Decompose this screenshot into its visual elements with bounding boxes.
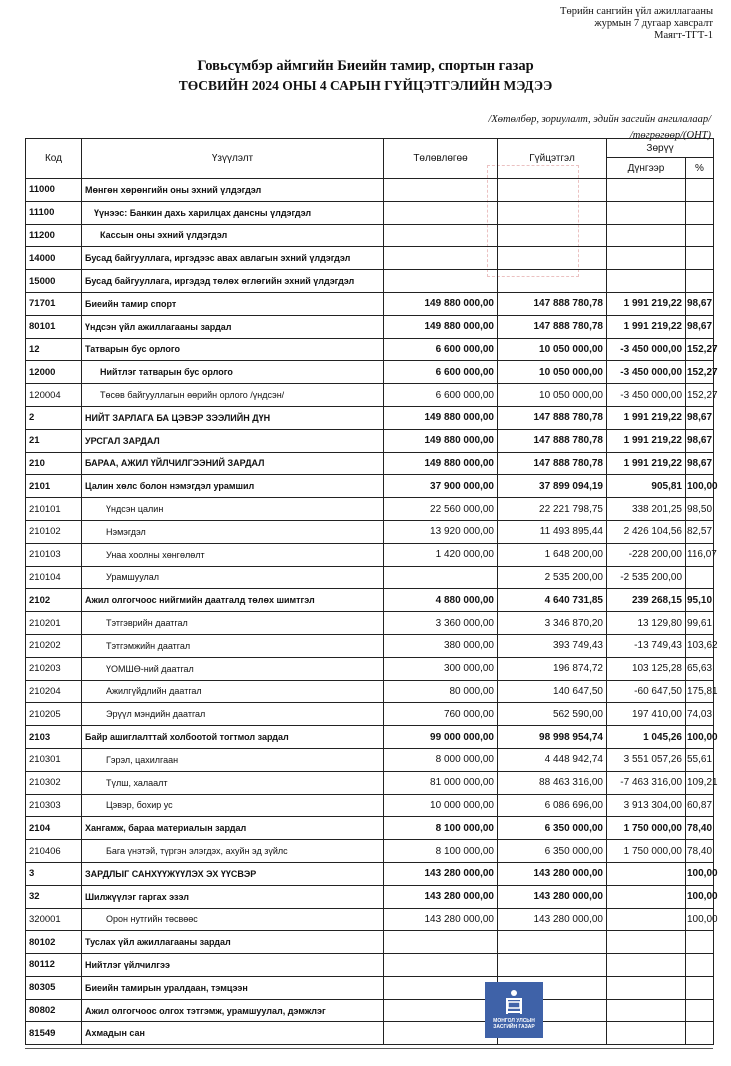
row-difference-percent: 78,40: [686, 840, 714, 863]
row-difference-amount: [607, 931, 686, 954]
row-code: 14000: [26, 247, 82, 270]
row-actual: 6 086 696,00: [498, 794, 607, 817]
row-difference-percent: 78,40: [686, 817, 714, 840]
row-difference-amount: 1 045,26: [607, 726, 686, 749]
row-actual: 143 280 000,00: [498, 885, 607, 908]
row-actual: 4 448 942,74: [498, 748, 607, 771]
row-difference-percent: [686, 999, 714, 1022]
row-plan: [384, 954, 498, 977]
row-difference-percent: 152,27: [686, 361, 714, 384]
row-plan: 1 420 000,00: [384, 543, 498, 566]
table-row: [26, 452, 714, 475]
row-plan: [384, 224, 498, 247]
row-difference-percent: 98,67: [686, 315, 714, 338]
row-code: 80305: [26, 976, 82, 999]
row-actual: 4 640 731,85: [498, 589, 607, 612]
row-difference-percent: 100,00: [686, 908, 714, 931]
row-actual: 6 350 000,00: [498, 817, 607, 840]
row-actual: 98 998 954,74: [498, 726, 607, 749]
table-row: [26, 794, 714, 817]
row-difference-amount: 3 551 057,26: [607, 748, 686, 771]
table-row: [26, 498, 714, 521]
row-item-name: Нэмэгдэл: [82, 520, 384, 543]
table-row: [26, 224, 714, 247]
row-item-name: Төсөв байгууллагын өөрийн орлого /үндсэн/: [82, 384, 384, 407]
row-item-name: Орон нутгийн төсвөөс: [82, 908, 384, 931]
row-code: 2103: [26, 726, 82, 749]
row-code: 210201: [26, 612, 82, 635]
row-difference-percent: 74,03: [686, 703, 714, 726]
row-difference-percent: 95,10: [686, 589, 714, 612]
row-difference-amount: [607, 954, 686, 977]
table-row: [26, 1022, 714, 1045]
row-difference-percent: [686, 566, 714, 589]
row-actual: 393 749,43: [498, 634, 607, 657]
table-row: [26, 475, 714, 498]
row-code: 210104: [26, 566, 82, 589]
row-plan: 149 880 000,00: [384, 406, 498, 429]
row-code: 210203: [26, 657, 82, 680]
row-difference-amount: [607, 885, 686, 908]
row-difference-amount: 1 991 219,22: [607, 315, 686, 338]
row-item-name: ҮОМШӨ-ний даатгал: [82, 657, 384, 680]
row-code: 210301: [26, 748, 82, 771]
row-actual: 143 280 000,00: [498, 908, 607, 931]
row-difference-amount: 338 201,25: [607, 498, 686, 521]
row-difference-amount: 239 268,15: [607, 589, 686, 612]
row-code: 210202: [26, 634, 82, 657]
row-difference-amount: [607, 1022, 686, 1045]
row-plan: 8 100 000,00: [384, 817, 498, 840]
row-code: 320001: [26, 908, 82, 931]
row-plan: [384, 1022, 498, 1045]
table-row: [26, 680, 714, 703]
row-actual: [498, 931, 607, 954]
row-code: 80101: [26, 315, 82, 338]
table-row: [26, 976, 714, 999]
row-item-name: Бусад байгууллага, иргэдэд төлөх өглөгийн эхний үлдэгдэл: [82, 270, 384, 293]
row-code: 32: [26, 885, 82, 908]
row-code: 12000: [26, 361, 82, 384]
row-code: 2101: [26, 475, 82, 498]
row-difference-amount: 1 991 219,22: [607, 292, 686, 315]
row-difference-amount: [607, 179, 686, 202]
row-item-name: Кассын оны эхний үлдэгдэл: [82, 224, 384, 247]
row-difference-amount: 1 750 000,00: [607, 840, 686, 863]
row-actual: 147 888 780,78: [498, 429, 607, 452]
row-item-name: Эрүүл мэндийн даатгал: [82, 703, 384, 726]
table-row: [26, 270, 714, 293]
row-actual: [498, 247, 607, 270]
row-actual: 147 888 780,78: [498, 315, 607, 338]
row-difference-percent: [686, 1022, 714, 1045]
row-item-name: Үндсэн үйл ажиллагааны зардал: [82, 315, 384, 338]
row-plan: 81 000 000,00: [384, 771, 498, 794]
row-actual: [498, 954, 607, 977]
row-actual: 10 050 000,00: [498, 384, 607, 407]
classification-note: /Хөтөлбөр, зориулалт, эдийн засгийн ангилалаар/: [488, 114, 711, 125]
row-difference-percent: 60,87: [686, 794, 714, 817]
row-item-name: Урамшуулал: [82, 566, 384, 589]
table-row: [26, 999, 714, 1022]
row-difference-percent: 98,67: [686, 429, 714, 452]
row-difference-percent: 175,81: [686, 680, 714, 703]
row-difference-amount: 1 750 000,00: [607, 817, 686, 840]
row-actual: [498, 270, 607, 293]
row-plan: 149 880 000,00: [384, 292, 498, 315]
row-item-name: Ахмадын сан: [82, 1022, 384, 1045]
row-plan: 37 900 000,00: [384, 475, 498, 498]
row-item-name: Түлш, халаалт: [82, 771, 384, 794]
row-code: 80802: [26, 999, 82, 1022]
row-actual: 6 350 000,00: [498, 840, 607, 863]
table-row: [26, 612, 714, 635]
row-plan: [384, 179, 498, 202]
row-item-name: Биеийн тамир спорт: [82, 292, 384, 315]
row-item-name: Нийтлэг татварын бус орлого: [82, 361, 384, 384]
row-code: 80112: [26, 954, 82, 977]
row-actual: [498, 224, 607, 247]
row-code: 71701: [26, 292, 82, 315]
row-code: 210204: [26, 680, 82, 703]
row-difference-amount: -2 535 200,00: [607, 566, 686, 589]
table-row: [26, 406, 714, 429]
row-plan: 149 880 000,00: [384, 452, 498, 475]
row-code: 210205: [26, 703, 82, 726]
row-actual: 37 899 094,19: [498, 475, 607, 498]
row-difference-percent: 65,63: [686, 657, 714, 680]
row-item-name: Ажилгүйдлийн даатгал: [82, 680, 384, 703]
row-item-name: Цэвэр, бохир ус: [82, 794, 384, 817]
row-actual: 562 590,00: [498, 703, 607, 726]
row-difference-percent: 100,00: [686, 475, 714, 498]
row-difference-amount: -7 463 316,00: [607, 771, 686, 794]
document-subtitle: ТӨСВИЙН 2024 ОНЫ 4 САРЫН ГҮЙЦЭТГЭЛИЙН МЭДЭЭ: [178, 78, 553, 93]
row-plan: 13 920 000,00: [384, 520, 498, 543]
table-row: [26, 179, 714, 202]
row-item-name: НИЙТ ЗАРЛАГА БА ЦЭВЭР ЗЭЭЛИЙН ДҮН: [82, 406, 384, 429]
table-row: [26, 315, 714, 338]
row-item-name: Туслах үйл ажиллагааны зардал: [82, 931, 384, 954]
table-row: [26, 201, 714, 224]
row-difference-percent: [686, 270, 714, 293]
row-item-name: Татварын бус орлого: [82, 338, 384, 361]
table-row: [26, 520, 714, 543]
table-row: [26, 771, 714, 794]
table-row: [26, 703, 714, 726]
row-code: 12: [26, 338, 82, 361]
table-row: [26, 657, 714, 680]
row-actual: 147 888 780,78: [498, 292, 607, 315]
row-difference-amount: [607, 201, 686, 224]
header-item: Үзүүлэлт: [82, 139, 384, 179]
row-actual: 196 874,72: [498, 657, 607, 680]
header-actual: Гүйцэтгэл: [498, 139, 607, 179]
row-actual: 143 280 000,00: [498, 862, 607, 885]
row-item-name: Цалин хөлс болон нэмэгдэл урамшил: [82, 475, 384, 498]
table-row: [26, 543, 714, 566]
row-difference-percent: [686, 224, 714, 247]
table-row: [26, 726, 714, 749]
row-plan: 380 000,00: [384, 634, 498, 657]
header-difference-amount: Дүнгээр: [607, 158, 686, 179]
row-difference-amount: [607, 224, 686, 247]
table-row: [26, 931, 714, 954]
table-row: [26, 384, 714, 407]
table-row: [26, 817, 714, 840]
row-actual: [498, 201, 607, 224]
row-plan: 143 280 000,00: [384, 862, 498, 885]
row-code: 3: [26, 862, 82, 885]
row-difference-percent: 99,61: [686, 612, 714, 635]
row-plan: 6 600 000,00: [384, 384, 498, 407]
row-plan: 149 880 000,00: [384, 315, 498, 338]
row-difference-amount: [607, 862, 686, 885]
row-item-name: Унаа хоолны хөнгөлөлт: [82, 543, 384, 566]
row-difference-percent: [686, 931, 714, 954]
form-reference-line: журмын 7 дугаар хавсралт: [594, 18, 713, 29]
row-code: 15000: [26, 270, 82, 293]
row-difference-amount: 3 913 304,00: [607, 794, 686, 817]
row-plan: 22 560 000,00: [384, 498, 498, 521]
row-actual: 2 535 200,00: [498, 566, 607, 589]
row-item-name: Нийтлэг үйлчилгээ: [82, 954, 384, 977]
row-plan: 149 880 000,00: [384, 429, 498, 452]
row-plan: [384, 999, 498, 1022]
row-code: 210101: [26, 498, 82, 521]
stamp-text: МОНГОЛ УЛСЫН ЗАСГИЙН ГАЗАР: [493, 1018, 535, 1030]
row-item-name: Бага үнэтэй, түргэн элэгдэх, ахуйн эд зүйлс: [82, 840, 384, 863]
row-plan: [384, 931, 498, 954]
row-difference-percent: 98,67: [686, 452, 714, 475]
soyombo-emblem-icon: [502, 988, 526, 1016]
row-item-name: Шилжүүлэг гаргах эзэл: [82, 885, 384, 908]
form-reference-line: Төрийн сангийн үйл ажиллагааны: [560, 6, 713, 17]
table-row: [26, 338, 714, 361]
row-difference-amount: 1 991 219,22: [607, 406, 686, 429]
row-code: 81549: [26, 1022, 82, 1045]
row-item-name: Биеийн тамирын уралдаан, тэмцээн: [82, 976, 384, 999]
row-actual: 147 888 780,78: [498, 406, 607, 429]
row-item-name: ЗАРДЛЫГ САНХҮҮЖҮҮЛЭХ ЭХ ҮҮСВЭР: [82, 862, 384, 885]
row-plan: 143 280 000,00: [384, 908, 498, 931]
header-difference-percent: %: [686, 158, 714, 179]
row-plan: 10 000 000,00: [384, 794, 498, 817]
row-actual: 88 463 316,00: [498, 771, 607, 794]
row-actual: 140 647,50: [498, 680, 607, 703]
table-row: [26, 954, 714, 977]
row-difference-amount: 1 991 219,22: [607, 429, 686, 452]
row-plan: 3 360 000,00: [384, 612, 498, 635]
table-row: [26, 908, 714, 931]
row-difference-amount: [607, 270, 686, 293]
row-code: 2: [26, 406, 82, 429]
row-difference-percent: 100,00: [686, 885, 714, 908]
row-item-name: Хангамж, бараа материалын зардал: [82, 817, 384, 840]
row-actual: [498, 179, 607, 202]
row-difference-percent: 103,62: [686, 634, 714, 657]
row-item-name: Үүнээс: Банкин дахь харилцах дансны үлдэгдэл: [82, 201, 384, 224]
row-difference-amount: -228 200,00: [607, 543, 686, 566]
row-actual: 10 050 000,00: [498, 338, 607, 361]
table-row: [26, 247, 714, 270]
table-row: [26, 634, 714, 657]
row-difference-percent: [686, 179, 714, 202]
table-row: [26, 862, 714, 885]
row-item-name: Тэтгэмжийн даатгал: [82, 634, 384, 657]
row-difference-percent: [686, 976, 714, 999]
row-difference-percent: 109,21: [686, 771, 714, 794]
row-actual: 1 648 200,00: [498, 543, 607, 566]
row-code: 21: [26, 429, 82, 452]
row-code: 210406: [26, 840, 82, 863]
table-row: [26, 748, 714, 771]
table-row: [26, 292, 714, 315]
row-difference-percent: [686, 201, 714, 224]
row-code: 2102: [26, 589, 82, 612]
row-plan: [384, 270, 498, 293]
row-actual: 11 493 895,44: [498, 520, 607, 543]
row-difference-amount: [607, 976, 686, 999]
row-difference-amount: 13 129,80: [607, 612, 686, 635]
row-difference-amount: 103 125,28: [607, 657, 686, 680]
row-difference-amount: 905,81: [607, 475, 686, 498]
row-difference-percent: 55,61: [686, 748, 714, 771]
row-item-name: Тэтгэврийн даатгал: [82, 612, 384, 635]
row-code: 210102: [26, 520, 82, 543]
document-title: Говьсүмбэр аймгийн Биеийн тамир, спортын газар: [197, 58, 534, 74]
table-row: [26, 885, 714, 908]
header-plan: Төлөвлөгөө: [384, 139, 498, 179]
row-actual: 147 888 780,78: [498, 452, 607, 475]
row-difference-percent: 98,67: [686, 292, 714, 315]
row-difference-percent: 100,00: [686, 726, 714, 749]
row-actual: 10 050 000,00: [498, 361, 607, 384]
row-difference-percent: 116,07: [686, 543, 714, 566]
form-reference-line: Маягт-ТГТ-1: [654, 30, 713, 41]
row-plan: [384, 201, 498, 224]
row-difference-amount: 2 426 104,56: [607, 520, 686, 543]
currency-note: /төгрөгөөр/(ОНТ): [629, 130, 711, 141]
row-plan: 8 000 000,00: [384, 748, 498, 771]
row-difference-amount: -3 450 000,00: [607, 361, 686, 384]
row-code: 210103: [26, 543, 82, 566]
row-item-name: Ажил олгогчоос олгох тэтгэмж, урамшуулал, дэмжлэг: [82, 999, 384, 1022]
table-row: [26, 429, 714, 452]
row-difference-amount: -13 749,43: [607, 634, 686, 657]
row-item-name: Ажил олгогчоос нийгмийн даатгалд төлөх шимтгэл: [82, 589, 384, 612]
row-plan: 8 100 000,00: [384, 840, 498, 863]
row-difference-amount: [607, 247, 686, 270]
row-difference-amount: -3 450 000,00: [607, 384, 686, 407]
row-difference-percent: [686, 954, 714, 977]
row-code: 11200: [26, 224, 82, 247]
row-difference-amount: 1 991 219,22: [607, 452, 686, 475]
row-item-name: Гэрэл, цахилгаан: [82, 748, 384, 771]
row-actual: 3 346 870,20: [498, 612, 607, 635]
row-code: 210302: [26, 771, 82, 794]
row-item-name: Мөнгөн хөрөнгийн оны эхний үлдэгдэл: [82, 179, 384, 202]
header-difference: Зөрүү: [607, 139, 714, 158]
row-difference-amount: [607, 908, 686, 931]
row-actual: 22 221 798,75: [498, 498, 607, 521]
row-difference-percent: 152,27: [686, 338, 714, 361]
row-difference-percent: 98,50: [686, 498, 714, 521]
row-plan: 6 600 000,00: [384, 338, 498, 361]
row-plan: 6 600 000,00: [384, 361, 498, 384]
row-code: 120004: [26, 384, 82, 407]
table-row: [26, 566, 714, 589]
row-difference-percent: 100,00: [686, 862, 714, 885]
row-plan: 4 880 000,00: [384, 589, 498, 612]
row-plan: [384, 566, 498, 589]
row-plan: 300 000,00: [384, 657, 498, 680]
budget-table: [25, 138, 718, 1045]
row-difference-percent: 82,57: [686, 520, 714, 543]
row-code: 11000: [26, 179, 82, 202]
header-code: Код: [26, 139, 82, 179]
page-bottom-rule: [25, 1048, 713, 1049]
row-difference-amount: -3 450 000,00: [607, 338, 686, 361]
row-code: 210303: [26, 794, 82, 817]
row-item-name: Байр ашиглалттай холбоотой тогтмол зардал: [82, 726, 384, 749]
table-row: [26, 840, 714, 863]
table-row: [26, 361, 714, 384]
row-code: 80102: [26, 931, 82, 954]
row-code: 210: [26, 452, 82, 475]
row-plan: 760 000,00: [384, 703, 498, 726]
form-reference-note: [560, 6, 713, 42]
row-code: 11100: [26, 201, 82, 224]
table-row: [26, 589, 714, 612]
row-difference-percent: 152,27: [686, 384, 714, 407]
row-code: 2104: [26, 817, 82, 840]
row-plan: [384, 247, 498, 270]
row-plan: 143 280 000,00: [384, 885, 498, 908]
row-plan: 99 000 000,00: [384, 726, 498, 749]
row-item-name: УРСГАЛ ЗАРДАЛ: [82, 429, 384, 452]
government-stamp: [485, 982, 543, 1038]
row-plan: [384, 976, 498, 999]
row-difference-percent: [686, 247, 714, 270]
row-difference-amount: -60 647,50: [607, 680, 686, 703]
row-item-name: Үндсэн цалин: [82, 498, 384, 521]
row-plan: 80 000,00: [384, 680, 498, 703]
row-difference-amount: 197 410,00: [607, 703, 686, 726]
row-difference-percent: 98,67: [686, 406, 714, 429]
row-item-name: Бусад байгууллага, иргэдээс авах авлагын эхний үлдэгдэл: [82, 247, 384, 270]
row-item-name: БАРАА, АЖИЛ ҮЙЛЧИЛГЭЭНИЙ ЗАРДАЛ: [82, 452, 384, 475]
row-difference-amount: [607, 999, 686, 1022]
